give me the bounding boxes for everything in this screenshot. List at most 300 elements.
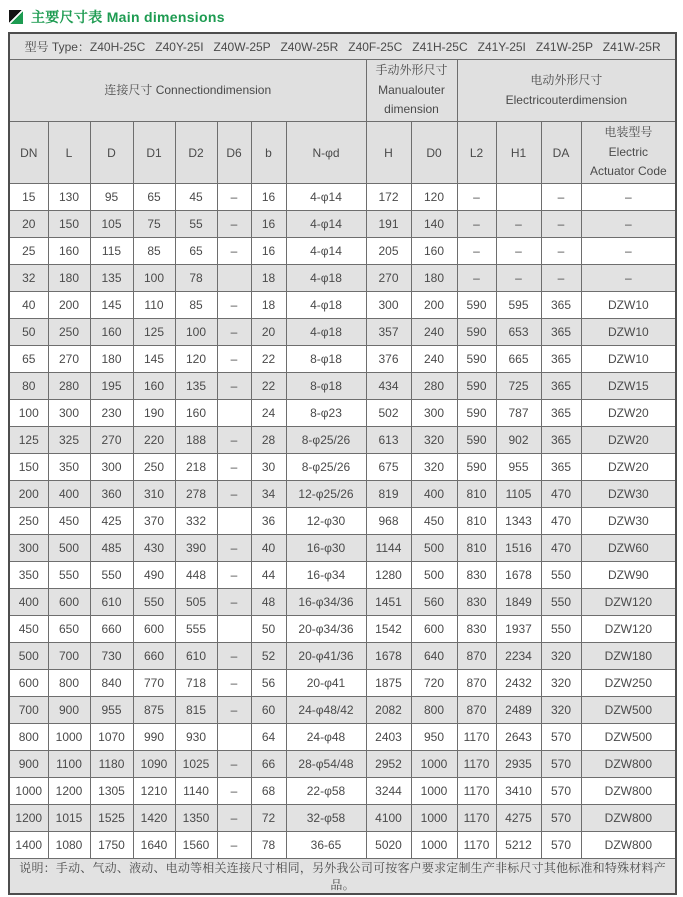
cell-l: 270 — [48, 346, 90, 373]
cell-l2: – — [457, 184, 496, 211]
cell-l: 400 — [48, 481, 90, 508]
type-label: 型号 Type： — [24, 40, 90, 54]
cell-l2: 590 — [457, 319, 496, 346]
table-row — [9, 589, 676, 616]
cell-d0: 800 — [411, 697, 457, 724]
cell-h1: 1678 — [496, 562, 541, 589]
cell-dn: 65 — [9, 346, 48, 373]
cell-d1: 1090 — [133, 751, 175, 778]
cell-d0: 300 — [411, 400, 457, 427]
table-row — [9, 670, 676, 697]
cell-dn: 800 — [9, 724, 48, 751]
cell-dn: 150 — [9, 454, 48, 481]
cell-l: 130 — [48, 184, 90, 211]
cell-n-phi-d: 4-φ14 — [286, 184, 366, 211]
cell-actuator-code: DZW20 — [581, 454, 676, 481]
cell-h: 4100 — [366, 805, 411, 832]
cell-d2: 930 — [175, 724, 217, 751]
cell-d2: 718 — [175, 670, 217, 697]
cell-h1: 5212 — [496, 832, 541, 859]
col-header-d1: D1 — [133, 122, 175, 184]
cell-actuator-code: DZW180 — [581, 643, 676, 670]
cell-actuator-code: DZW30 — [581, 508, 676, 535]
cell-b: 72 — [251, 805, 286, 832]
cell-h: 1542 — [366, 616, 411, 643]
col-header-actuator-en2: Actuator Code — [589, 164, 667, 179]
cell-d0: 1000 — [411, 832, 457, 859]
cell-n-phi-d: 4-φ18 — [286, 265, 366, 292]
cell-d6: – — [217, 670, 251, 697]
cell-b: 44 — [251, 562, 286, 589]
cell-l: 1015 — [48, 805, 90, 832]
cell-d: 95 — [90, 184, 133, 211]
cell-h1: 787 — [496, 400, 541, 427]
cell-n-phi-d: 22-φ58 — [286, 778, 366, 805]
table-row — [9, 562, 676, 589]
cell-h1: 2935 — [496, 751, 541, 778]
cell-n-phi-d: 24-φ48/42 — [286, 697, 366, 724]
cell-n-phi-d: 36-65 — [286, 832, 366, 859]
cell-dn: 1200 — [9, 805, 48, 832]
cell-d6: – — [217, 211, 251, 238]
group-electric-outer-dimension — [457, 60, 676, 122]
cell-b: 22 — [251, 346, 286, 373]
cell-dn: 300 — [9, 535, 48, 562]
type-row — [9, 33, 676, 60]
cell-l2: 590 — [457, 373, 496, 400]
cell-da: 365 — [541, 427, 581, 454]
cell-da: 470 — [541, 508, 581, 535]
cell-d6: – — [217, 454, 251, 481]
cell-d6: – — [217, 535, 251, 562]
cell-d0: 320 — [411, 427, 457, 454]
cell-dn: 50 — [9, 319, 48, 346]
group-header-row — [9, 60, 676, 122]
cell-h: 613 — [366, 427, 411, 454]
cell-l: 650 — [48, 616, 90, 643]
cell-l2: 1170 — [457, 778, 496, 805]
cell-d6: – — [217, 373, 251, 400]
cell-d: 485 — [90, 535, 133, 562]
cell-d1: 100 — [133, 265, 175, 292]
cell-d6: – — [217, 238, 251, 265]
cell-d: 300 — [90, 454, 133, 481]
table-row — [9, 346, 676, 373]
table-row — [9, 508, 676, 535]
cell-d2: 1350 — [175, 805, 217, 832]
cell-h1: 725 — [496, 373, 541, 400]
cell-actuator-code: DZW120 — [581, 616, 676, 643]
cell-h: 1875 — [366, 670, 411, 697]
cell-l2: 590 — [457, 454, 496, 481]
cell-l: 325 — [48, 427, 90, 454]
cell-d2: 55 — [175, 211, 217, 238]
cell-d0: 720 — [411, 670, 457, 697]
cell-l2: – — [457, 238, 496, 265]
cell-l: 800 — [48, 670, 90, 697]
cell-l: 450 — [48, 508, 90, 535]
cell-d0: 1000 — [411, 751, 457, 778]
group-manual-zh: 手动外形尺寸 — [375, 62, 448, 77]
cell-h1: 665 — [496, 346, 541, 373]
cell-b: 30 — [251, 454, 286, 481]
cell-d6: – — [217, 292, 251, 319]
cell-actuator-code: DZW30 — [581, 481, 676, 508]
cell-h1: 595 — [496, 292, 541, 319]
cell-d1: 190 — [133, 400, 175, 427]
cell-d1: 110 — [133, 292, 175, 319]
cell-d1: 310 — [133, 481, 175, 508]
cell-l: 1080 — [48, 832, 90, 859]
cell-h: 205 — [366, 238, 411, 265]
section-marker-icon — [9, 10, 23, 24]
cell-l2: – — [457, 265, 496, 292]
page-title-bar — [0, 0, 683, 32]
cell-d1: 370 — [133, 508, 175, 535]
cell-dn: 900 — [9, 751, 48, 778]
cell-d1: 660 — [133, 643, 175, 670]
cell-l2: 830 — [457, 562, 496, 589]
cell-d: 195 — [90, 373, 133, 400]
cell-d2: 78 — [175, 265, 217, 292]
cell-d0: 400 — [411, 481, 457, 508]
cell-l: 150 — [48, 211, 90, 238]
cell-d1: 160 — [133, 373, 175, 400]
cell-d2: 45 — [175, 184, 217, 211]
cell-h1: 2643 — [496, 724, 541, 751]
cell-l: 1200 — [48, 778, 90, 805]
cell-b: 18 — [251, 292, 286, 319]
cell-d1: 220 — [133, 427, 175, 454]
cell-b: 56 — [251, 670, 286, 697]
cell-d6 — [217, 400, 251, 427]
cell-l: 1000 — [48, 724, 90, 751]
cell-da: 550 — [541, 589, 581, 616]
cell-h: 300 — [366, 292, 411, 319]
cell-h1: 1937 — [496, 616, 541, 643]
table-row — [9, 184, 676, 211]
table-row — [9, 832, 676, 859]
cell-h: 357 — [366, 319, 411, 346]
table-row — [9, 400, 676, 427]
cell-l2: 870 — [457, 643, 496, 670]
page-title-zh: 主要尺寸表 — [31, 9, 103, 25]
cell-d6 — [217, 508, 251, 535]
table-row — [9, 751, 676, 778]
cell-b: 28 — [251, 427, 286, 454]
cell-d2: 1025 — [175, 751, 217, 778]
cell-d2: 100 — [175, 319, 217, 346]
cell-d0: 1000 — [411, 778, 457, 805]
cell-d2: 332 — [175, 508, 217, 535]
cell-d1: 65 — [133, 184, 175, 211]
cell-d2: 218 — [175, 454, 217, 481]
cell-actuator-code: DZW500 — [581, 697, 676, 724]
cell-h: 2082 — [366, 697, 411, 724]
cell-actuator-code: DZW800 — [581, 778, 676, 805]
cell-n-phi-d: 8-φ23 — [286, 400, 366, 427]
cell-da: 570 — [541, 832, 581, 859]
cell-dn: 1400 — [9, 832, 48, 859]
cell-b: 78 — [251, 832, 286, 859]
col-header-h: H — [366, 122, 411, 184]
table-row — [9, 454, 676, 481]
cell-actuator-code: DZW60 — [581, 535, 676, 562]
cell-l: 600 — [48, 589, 90, 616]
type-row-cell — [9, 33, 676, 60]
cell-d0: 280 — [411, 373, 457, 400]
cell-actuator-code: – — [581, 238, 676, 265]
cell-l2: 810 — [457, 481, 496, 508]
cell-n-phi-d: 8-φ25/26 — [286, 454, 366, 481]
cell-b: 40 — [251, 535, 286, 562]
cell-b: 66 — [251, 751, 286, 778]
cell-b: 52 — [251, 643, 286, 670]
cell-h: 3244 — [366, 778, 411, 805]
cell-d6: – — [217, 805, 251, 832]
table-row — [9, 319, 676, 346]
cell-h1: 4275 — [496, 805, 541, 832]
cell-da: 365 — [541, 454, 581, 481]
table-row — [9, 211, 676, 238]
table-row — [9, 373, 676, 400]
cell-da: 365 — [541, 292, 581, 319]
cell-b: 34 — [251, 481, 286, 508]
cell-dn: 80 — [9, 373, 48, 400]
cell-d1: 875 — [133, 697, 175, 724]
cell-d0: 200 — [411, 292, 457, 319]
cell-n-phi-d: 4-φ14 — [286, 238, 366, 265]
col-header-dn: DN — [9, 122, 48, 184]
table-row — [9, 265, 676, 292]
cell-dn: 250 — [9, 508, 48, 535]
cell-actuator-code: DZW250 — [581, 670, 676, 697]
cell-d: 105 — [90, 211, 133, 238]
cell-n-phi-d: 8-φ25/26 — [286, 427, 366, 454]
cell-l: 280 — [48, 373, 90, 400]
cell-h1 — [496, 184, 541, 211]
cell-d6: – — [217, 643, 251, 670]
cell-l2: 810 — [457, 535, 496, 562]
cell-dn: 15 — [9, 184, 48, 211]
cell-dn: 700 — [9, 697, 48, 724]
cell-dn: 100 — [9, 400, 48, 427]
cell-d1: 600 — [133, 616, 175, 643]
col-header-h1: H1 — [496, 122, 541, 184]
cell-d1: 490 — [133, 562, 175, 589]
cell-d6: – — [217, 184, 251, 211]
cell-actuator-code: – — [581, 211, 676, 238]
cell-d6: – — [217, 319, 251, 346]
cell-d0: 640 — [411, 643, 457, 670]
cell-n-phi-d: 4-φ14 — [286, 211, 366, 238]
cell-n-phi-d: 20-φ34/36 — [286, 616, 366, 643]
cell-da: 570 — [541, 778, 581, 805]
cell-l2: – — [457, 211, 496, 238]
cell-l: 300 — [48, 400, 90, 427]
cell-dn: 20 — [9, 211, 48, 238]
cell-l2: 1170 — [457, 724, 496, 751]
note-row — [9, 859, 676, 895]
cell-da: 365 — [541, 319, 581, 346]
cell-d1: 75 — [133, 211, 175, 238]
cell-d0: 240 — [411, 319, 457, 346]
table-row — [9, 805, 676, 832]
cell-d: 180 — [90, 346, 133, 373]
cell-d1: 85 — [133, 238, 175, 265]
col-header-b: b — [251, 122, 286, 184]
cell-d: 115 — [90, 238, 133, 265]
cell-d0: 240 — [411, 346, 457, 373]
cell-h: 502 — [366, 400, 411, 427]
cell-d1: 550 — [133, 589, 175, 616]
model-list: Z40H-25C Z40Y-25I Z40W-25P Z40W-25R Z40F-25C Z41H-25C Z41Y-25I Z41W-25P Z41W-25R — [89, 40, 661, 54]
cell-actuator-code: DZW800 — [581, 832, 676, 859]
cell-n-phi-d: 32-φ58 — [286, 805, 366, 832]
cell-h1: – — [496, 238, 541, 265]
cell-dn: 1000 — [9, 778, 48, 805]
cell-h: 191 — [366, 211, 411, 238]
cell-da: 365 — [541, 400, 581, 427]
cell-d6: – — [217, 562, 251, 589]
cell-l2: 1170 — [457, 805, 496, 832]
cell-h1: – — [496, 211, 541, 238]
col-header-d0: D0 — [411, 122, 457, 184]
table-row — [9, 724, 676, 751]
cell-n-phi-d: 28-φ54/48 — [286, 751, 366, 778]
cell-h1: 1105 — [496, 481, 541, 508]
cell-d2: 390 — [175, 535, 217, 562]
cell-dn: 350 — [9, 562, 48, 589]
page-title — [31, 7, 225, 27]
cell-dn: 400 — [9, 589, 48, 616]
cell-b: 18 — [251, 265, 286, 292]
cell-d0: 160 — [411, 238, 457, 265]
cell-d2: 160 — [175, 400, 217, 427]
cell-b: 20 — [251, 319, 286, 346]
group-manual-outer-dimension — [366, 60, 457, 122]
table-body — [9, 184, 676, 859]
cell-l2: 870 — [457, 697, 496, 724]
cell-actuator-code: DZW20 — [581, 427, 676, 454]
cell-d1: 430 — [133, 535, 175, 562]
cell-d1: 770 — [133, 670, 175, 697]
table-row — [9, 643, 676, 670]
cell-d2: 610 — [175, 643, 217, 670]
cell-d1: 1640 — [133, 832, 175, 859]
cell-l: 900 — [48, 697, 90, 724]
cell-n-phi-d: 16-φ30 — [286, 535, 366, 562]
cell-h: 968 — [366, 508, 411, 535]
cell-d2: 188 — [175, 427, 217, 454]
cell-h: 819 — [366, 481, 411, 508]
cell-da: – — [541, 184, 581, 211]
cell-da: 570 — [541, 751, 581, 778]
group-manual-en2: dimension — [384, 102, 439, 117]
cell-da: 570 — [541, 724, 581, 751]
cell-d: 955 — [90, 697, 133, 724]
group-electric-en: Electricouterdimension — [505, 92, 628, 107]
cell-l2: 870 — [457, 670, 496, 697]
cell-d: 1750 — [90, 832, 133, 859]
cell-d2: 555 — [175, 616, 217, 643]
cell-h1: 902 — [496, 427, 541, 454]
cell-dn: 500 — [9, 643, 48, 670]
cell-dn: 125 — [9, 427, 48, 454]
cell-d0: 560 — [411, 589, 457, 616]
table-row — [9, 481, 676, 508]
cell-d2: 1560 — [175, 832, 217, 859]
cell-actuator-code: – — [581, 184, 676, 211]
table-row — [9, 427, 676, 454]
cell-l2: 590 — [457, 292, 496, 319]
group-connection-dimension — [9, 60, 366, 122]
cell-actuator-code: DZW800 — [581, 805, 676, 832]
cell-actuator-code: DZW120 — [581, 589, 676, 616]
cell-l2: 590 — [457, 427, 496, 454]
cell-da: 320 — [541, 643, 581, 670]
cell-b: 48 — [251, 589, 286, 616]
cell-actuator-code: DZW20 — [581, 400, 676, 427]
group-connection-zh: 连接尺寸 — [104, 82, 153, 97]
cell-d: 135 — [90, 265, 133, 292]
col-header-da: DA — [541, 122, 581, 184]
col-header-l: L — [48, 122, 90, 184]
cell-d: 270 — [90, 427, 133, 454]
cell-b: 68 — [251, 778, 286, 805]
cell-d0: 500 — [411, 535, 457, 562]
cell-d6: – — [217, 697, 251, 724]
cell-dn: 200 — [9, 481, 48, 508]
cell-b: 24 — [251, 400, 286, 427]
cell-da: 550 — [541, 562, 581, 589]
cell-da: – — [541, 238, 581, 265]
cell-d0: 180 — [411, 265, 457, 292]
group-electric-zh: 电动外形尺寸 — [530, 72, 603, 87]
cell-da: 365 — [541, 346, 581, 373]
cell-n-phi-d: 16-φ34 — [286, 562, 366, 589]
cell-d1: 145 — [133, 346, 175, 373]
cell-da: 570 — [541, 805, 581, 832]
cell-h: 5020 — [366, 832, 411, 859]
cell-h1: 2432 — [496, 670, 541, 697]
cell-n-phi-d: 24-φ48 — [286, 724, 366, 751]
col-header-actuator-code — [581, 122, 676, 184]
cell-d2: 1140 — [175, 778, 217, 805]
cell-d6: – — [217, 481, 251, 508]
cell-h: 1144 — [366, 535, 411, 562]
cell-l: 700 — [48, 643, 90, 670]
cell-l: 500 — [48, 535, 90, 562]
cell-d0: 140 — [411, 211, 457, 238]
cell-d1: 125 — [133, 319, 175, 346]
cell-n-phi-d: 4-φ18 — [286, 319, 366, 346]
cell-l: 1100 — [48, 751, 90, 778]
cell-n-phi-d: 8-φ18 — [286, 346, 366, 373]
cell-d: 145 — [90, 292, 133, 319]
cell-l2: 830 — [457, 616, 496, 643]
cell-l: 200 — [48, 292, 90, 319]
cell-h: 172 — [366, 184, 411, 211]
cell-l2: 1170 — [457, 751, 496, 778]
group-manual-en1: Manualouter — [378, 82, 445, 97]
cell-d2: 815 — [175, 697, 217, 724]
cell-l: 180 — [48, 265, 90, 292]
cell-h1: 1849 — [496, 589, 541, 616]
cell-b: 60 — [251, 697, 286, 724]
cell-d: 660 — [90, 616, 133, 643]
cell-h: 2952 — [366, 751, 411, 778]
